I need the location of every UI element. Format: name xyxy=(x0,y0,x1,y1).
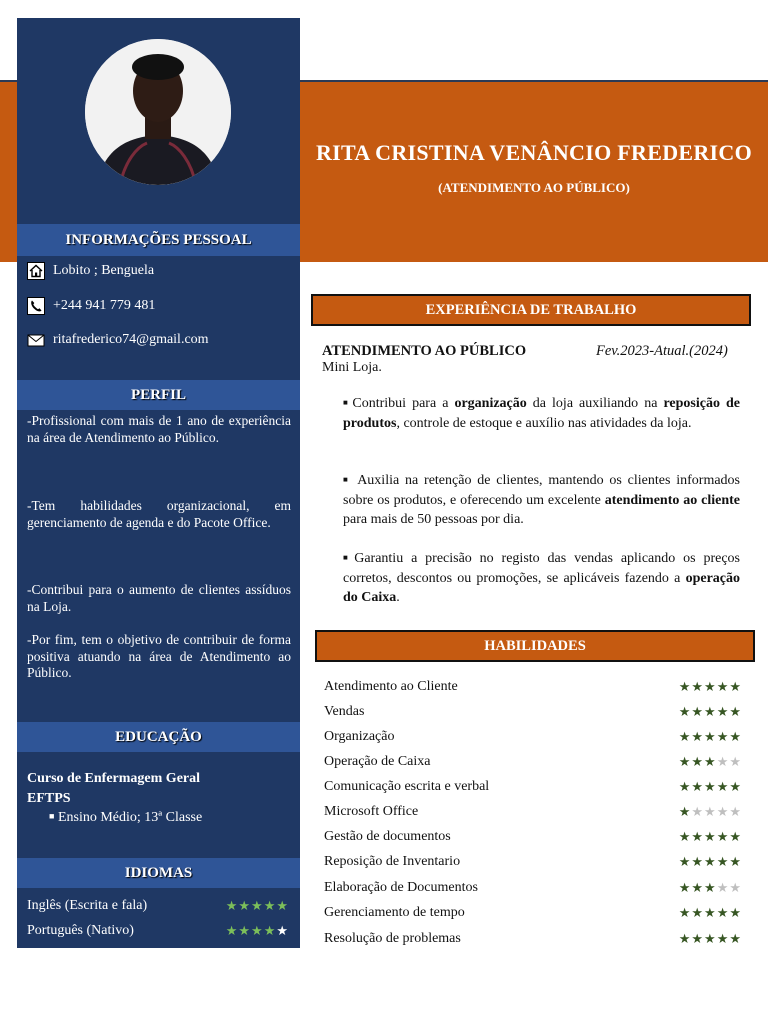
star-icon: ★ xyxy=(678,704,692,719)
star-icon: ★ xyxy=(729,804,742,819)
star-icon: ★ xyxy=(716,854,730,869)
location-row xyxy=(27,262,154,280)
bullet-icon: ■ xyxy=(343,475,351,484)
star-icon: ★ xyxy=(716,931,730,946)
star-icon: ★ xyxy=(691,754,705,769)
experience-bullet: ■ Auxilia na retenção de clientes, mantendo os clientes informados sobre os produtos, e oferecendo um excelente atendimento ao cliente para mais de 50 pessoas por dia. xyxy=(343,473,741,527)
star-icon: ★ xyxy=(704,704,717,719)
phone-row xyxy=(27,297,155,315)
skill-name: Microsoft Office xyxy=(324,804,419,819)
skill-row xyxy=(324,829,742,845)
star-icon: ★ xyxy=(716,804,730,819)
star-icon: ★ xyxy=(691,829,705,844)
skill-row xyxy=(324,754,742,770)
star-icon: ★ xyxy=(225,923,239,938)
star-icon: ★ xyxy=(729,779,742,794)
skill-rating xyxy=(679,829,742,845)
star-icon: ★ xyxy=(704,880,717,895)
star-icon: ★ xyxy=(691,679,705,694)
star-icon: ★ xyxy=(678,829,692,844)
bullet-icon: ■ xyxy=(343,398,351,407)
email-row xyxy=(27,331,209,349)
star-icon: ★ xyxy=(729,905,742,920)
skill-name: Operação de Caixa xyxy=(324,754,431,769)
job-date: Fev.2023-Atual.(2024) xyxy=(596,343,728,359)
star-icon: ★ xyxy=(716,754,730,769)
skill-name: Reposição de Inventario xyxy=(324,854,461,869)
star-icon: ★ xyxy=(716,729,730,744)
email-text: ritafrederico74@gmail.com xyxy=(53,332,209,347)
skill-name: Resolução de problemas xyxy=(324,931,461,946)
profile-heading: PERFIL xyxy=(17,380,300,410)
star-icon: ★ xyxy=(691,905,705,920)
bullet-icon: ■ xyxy=(343,553,353,562)
star-icon: ★ xyxy=(704,854,717,869)
skill-row xyxy=(324,880,742,896)
skill-rating xyxy=(679,704,742,720)
star-icon: ★ xyxy=(678,880,692,895)
star-icon: ★ xyxy=(691,880,705,895)
experience-bullet: ■ Contribui para a organização da loja auxiliando na reposição de produtos, controle de estoque e auxílio nas atividades da loja. xyxy=(343,396,740,431)
star-icon: ★ xyxy=(678,931,692,946)
language-row xyxy=(27,923,289,939)
job-place: Mini Loja. xyxy=(322,360,382,375)
star-icon: ★ xyxy=(704,679,717,694)
star-icon: ★ xyxy=(729,704,742,719)
skill-rating xyxy=(679,679,742,695)
star-icon: ★ xyxy=(276,923,289,938)
candidate-role: (ATENDIMENTO AO PÚBLICO) xyxy=(438,180,630,195)
star-icon: ★ xyxy=(691,854,705,869)
candidate-name: RITA CRISTINA VENÂNCIO FREDERICO xyxy=(315,140,753,165)
star-icon: ★ xyxy=(691,804,705,819)
experience-bullet: ■ Garantiu a precisão no registo das vendas aplicando os preços corretos, descontos ou promoções, se aplicáveis fazendo a operação do Caixa. xyxy=(343,551,740,605)
star-icon: ★ xyxy=(678,754,692,769)
school-name: EFTPS xyxy=(27,791,71,806)
star-icon: ★ xyxy=(704,905,717,920)
experience-heading: EXPERIÊNCIA DE TRABALHO xyxy=(311,294,751,326)
star-icon: ★ xyxy=(729,679,742,694)
personal-info-heading: INFORMAÇÕES PESSOAL xyxy=(17,224,300,256)
skill-rating xyxy=(679,754,742,770)
skill-name: Organização xyxy=(324,729,395,744)
star-icon: ★ xyxy=(704,804,717,819)
skill-name: Gerenciamento de tempo xyxy=(324,905,465,920)
star-icon: ★ xyxy=(716,829,730,844)
language-rating xyxy=(226,923,289,939)
star-icon: ★ xyxy=(704,829,717,844)
star-icon: ★ xyxy=(251,923,264,938)
star-icon: ★ xyxy=(704,779,717,794)
star-icon: ★ xyxy=(691,704,705,719)
skill-row xyxy=(324,779,742,795)
phone-text: +244 941 779 481 xyxy=(53,298,156,313)
star-icon: ★ xyxy=(704,729,717,744)
star-icon: ★ xyxy=(238,923,252,938)
skill-name: Vendas xyxy=(324,704,365,719)
skill-row xyxy=(324,729,742,745)
star-icon: ★ xyxy=(729,729,742,744)
star-icon: ★ xyxy=(716,905,730,920)
language-row xyxy=(27,898,289,914)
skill-row xyxy=(324,804,742,820)
bullet-icon: ■ xyxy=(49,811,55,821)
education-level xyxy=(49,810,202,826)
skills-heading: HABILIDADES xyxy=(315,630,755,662)
profile-paragraph: -Por fim, tem o objetivo de contribuir de forma positiva atuando na área de Atendimento ao Público. xyxy=(27,632,291,680)
star-icon: ★ xyxy=(263,923,277,938)
language-name: Português (Nativo) xyxy=(27,923,134,938)
star-icon: ★ xyxy=(691,931,705,946)
star-icon: ★ xyxy=(678,804,692,819)
education-level-text: Ensino Médio; 13ª Classe xyxy=(57,810,203,825)
skill-rating xyxy=(679,804,742,820)
star-icon: ★ xyxy=(729,854,742,869)
sidebar xyxy=(17,18,300,948)
star-icon: ★ xyxy=(678,679,692,694)
education-heading: EDUCAÇÃO xyxy=(17,722,300,752)
star-icon: ★ xyxy=(729,754,742,769)
skill-rating xyxy=(679,729,742,745)
star-icon: ★ xyxy=(238,898,252,913)
star-icon: ★ xyxy=(729,931,742,946)
star-icon: ★ xyxy=(716,704,730,719)
language-rating xyxy=(226,898,289,914)
home-icon xyxy=(27,262,45,280)
profile-photo xyxy=(85,39,231,185)
skill-rating xyxy=(679,931,742,947)
language-name: Inglês (Escrita e fala) xyxy=(27,898,148,913)
skill-row xyxy=(324,905,742,921)
skill-row xyxy=(324,679,742,695)
star-icon: ★ xyxy=(691,729,705,744)
star-icon: ★ xyxy=(704,754,717,769)
skill-name: Comunicação escrita e verbal xyxy=(324,779,490,794)
profile-paragraph: -Profissional com mais de 1 ano de experiência na área de Atendimento ao Público. xyxy=(27,413,291,445)
location-text: Lobito ; Benguela xyxy=(53,263,155,278)
star-icon: ★ xyxy=(225,898,239,913)
skill-row xyxy=(324,931,742,947)
skill-name: Atendimento ao Cliente xyxy=(324,679,458,694)
star-icon: ★ xyxy=(251,898,264,913)
skill-rating xyxy=(679,880,742,896)
star-icon: ★ xyxy=(678,779,692,794)
star-icon: ★ xyxy=(276,898,289,913)
star-icon: ★ xyxy=(678,729,692,744)
star-icon: ★ xyxy=(263,898,277,913)
star-icon: ★ xyxy=(716,679,730,694)
languages-heading: IDIOMAS xyxy=(17,858,300,888)
star-icon: ★ xyxy=(729,829,742,844)
skill-name: Elaboração de Documentos xyxy=(324,880,478,895)
star-icon: ★ xyxy=(716,880,730,895)
star-icon: ★ xyxy=(704,931,717,946)
profile-paragraph: -Contribui para o aumento de clientes assíduos na Loja. xyxy=(27,582,291,614)
skill-name: Gestão de documentos xyxy=(324,829,451,844)
star-icon: ★ xyxy=(678,854,692,869)
job-title: ATENDIMENTO AO PÚBLICO xyxy=(322,343,527,359)
skill-rating xyxy=(679,905,742,921)
star-icon: ★ xyxy=(691,779,705,794)
skill-row xyxy=(324,854,742,870)
star-icon: ★ xyxy=(678,905,692,920)
course-name: Curso de Enfermagem Geral xyxy=(27,771,201,786)
profile-paragraph: -Tem habilidades organizacional, em gerenciamento de agenda e do Pacote Office. xyxy=(27,498,291,530)
star-icon: ★ xyxy=(729,880,742,895)
envelope-icon xyxy=(27,331,45,349)
skill-row xyxy=(324,704,742,720)
star-icon: ★ xyxy=(716,779,730,794)
skill-rating xyxy=(679,854,742,870)
skill-rating xyxy=(679,779,742,795)
phone-icon xyxy=(27,297,45,315)
